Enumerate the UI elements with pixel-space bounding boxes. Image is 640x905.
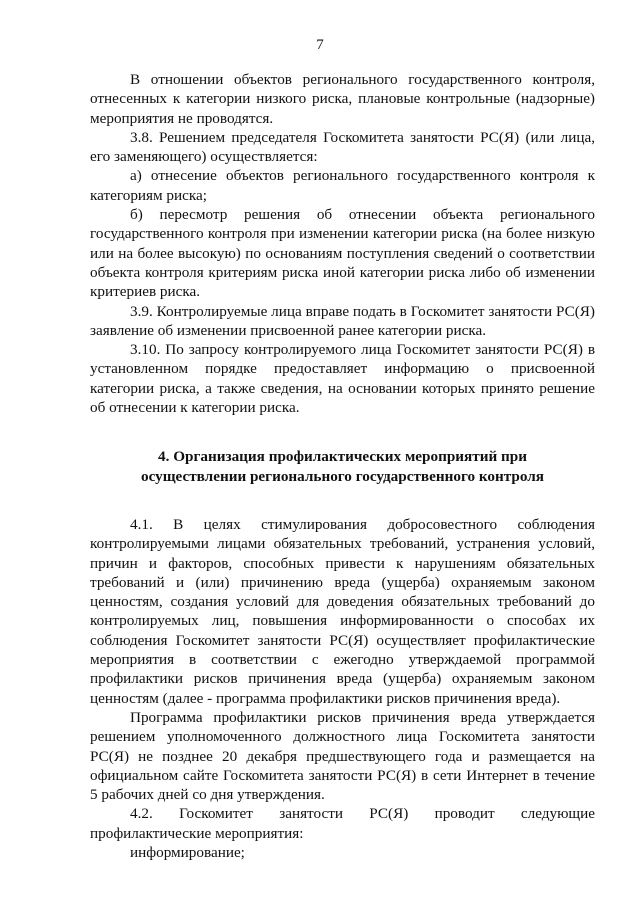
paragraph-low-risk: В отношении объектов регионального государственного контроля, отнесенных к категории низкого риска, плановые контрольные (надзорные) мероприятия не проводятся. <box>90 71 595 127</box>
paragraph-3-9: 3.9. Контролируемые лица вправе подать в Госкомитет занятости РС(Я) заявление об изменении присвоенной ранее категории риска. <box>90 302 595 339</box>
document-body <box>90 70 595 862</box>
paragraph-informing: информирование; <box>130 843 245 861</box>
paragraph-3-8-b: б) пересмотр решения об отнесении объекта регионального государственного контроля при изменении категории риска (на более низкую или на более высокую) по основаниям поступления сведений о соответствии объекта контроля критериям риска иной категории риска либо об изменении критериев риска. <box>90 206 595 301</box>
section-heading-line-1: 4. Организация профилактических мероприятий при <box>158 448 527 466</box>
section-heading <box>90 447 595 486</box>
paragraph-3-8: 3.8. Решением председателя Госкомитета занятости РС(Я) (или лица, его заменяющего) осуществляется: <box>90 128 595 166</box>
paragraph-program: Программа профилактики рисков причинения вреда утверждается решением уполномоченного должностного лица Госкомитета занятости РС(Я) не позднее 20 декабря предшествующего года и размещается на официальном сайте Госкомитета занятости РС(Я) в сети Интернет в течение 5 рабочих дней со дня утверждения. <box>90 708 595 804</box>
section-heading-line-2: осуществлении регионального государственного контроля <box>141 467 544 485</box>
paragraph-3-10: 3.10. По запросу контролируемого лица Госкомитет занятости РС(Я) в установленном порядке предоставляет информацию о присвоенной категории риска, а также сведения, на основании которых принято решение об отнесении к категории риска. <box>90 341 595 417</box>
paragraph-3-8-a: а) отнесение объектов регионального государственного контроля к категориям риска; <box>90 167 595 204</box>
page-number: 7 <box>316 37 324 53</box>
paragraph-4-1: 4.1. В целях стимулирования добросовестного соблюдения контролируемыми лицами обязательных требований, устранения условий, причин и факторов, способных привести к нарушениям обязательных требований и (или) причинению вреда (ущерба) охраняемым законом ценностям, создания условий для доведения обязательных требований до контролируемых лиц, повышения информированности о способах их соблюдения Госкомитет занятости РС(Я) осуществляет профилактические мероприятия в соответствии с ежегодно утверждаемой программой профилактики рисков причинения вреда (ущерба) охраняемым законом ценностям (далее - программа профилактики рисков причинения вреда). <box>90 515 595 707</box>
paragraph-4-2: 4.2. Госкомитет занятости РС(Я) проводит следующие профилактические мероприятия: <box>90 805 595 842</box>
